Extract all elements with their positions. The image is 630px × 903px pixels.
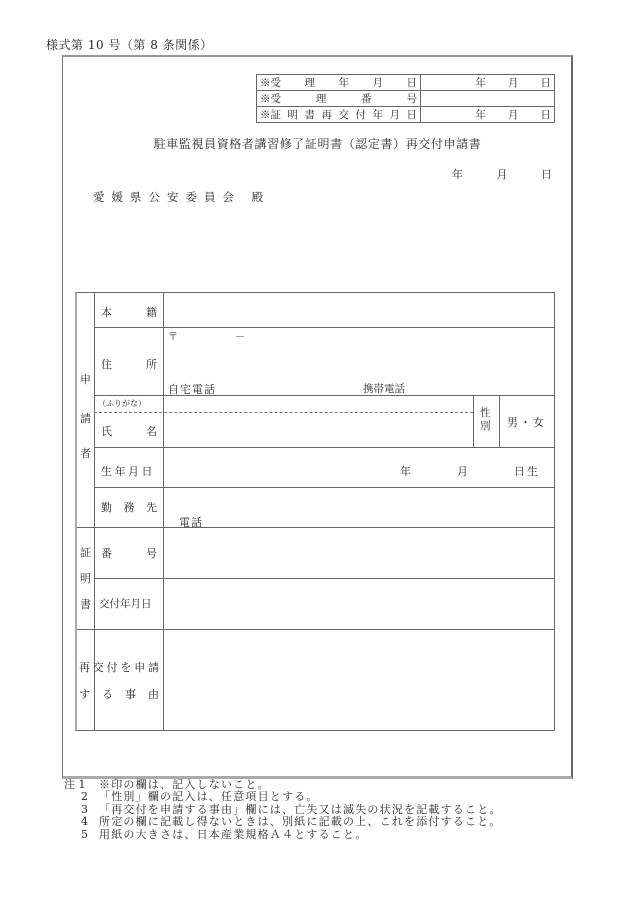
office-use-box xyxy=(256,74,555,123)
notes-list xyxy=(64,779,502,841)
receipt-date-field[interactable]: 年 月 日 xyxy=(475,77,551,89)
addressee: 愛媛県公安委員会 殿 xyxy=(93,190,271,204)
note-item: 注 1 ※印の欄は、記入しないこと。 xyxy=(64,778,270,791)
application-date-field[interactable]: 年 月 日 xyxy=(452,168,552,181)
workplace-label: 勤 務 先 xyxy=(101,501,157,514)
receipt-number-label: ※受 理 番 号 xyxy=(260,93,417,105)
furigana-field[interactable] xyxy=(164,396,473,412)
address-label: 住 所 xyxy=(101,358,157,371)
birthdate-field[interactable] xyxy=(164,448,555,487)
sex-divider-right xyxy=(499,395,500,447)
birth-day-unit: 日生 xyxy=(514,465,540,478)
name-field[interactable] xyxy=(164,413,473,447)
home-phone-label: 自宅電話 xyxy=(168,383,216,396)
note-item: 3 「再交付を申請する事由」欄には、亡失又は滅失の状況を記載すること。 xyxy=(81,802,502,816)
name-label: 氏 名 xyxy=(101,425,157,438)
note-item: 2 「性別」欄の記入は、任意項目とする。 xyxy=(81,790,319,804)
sex-label: 性 別 xyxy=(480,407,491,432)
certificate-group-label-1: 証 xyxy=(80,546,91,559)
honseki-label: 本 籍 xyxy=(101,306,157,319)
certificate-group-label-2: 明 xyxy=(80,572,91,585)
certificate-number-label: 番 号 xyxy=(101,547,157,560)
form-title: 駐車監視員資格者講習修了証明書（認定書）再交付申請書 xyxy=(153,137,482,151)
reissue-date-field[interactable]: 年 月 日 xyxy=(475,109,551,121)
receipt-number-row xyxy=(257,91,555,107)
address-field[interactable] xyxy=(164,328,555,395)
issue-date-field[interactable] xyxy=(164,579,555,629)
receipt-date-label: ※受 理 年 月 日 xyxy=(260,77,417,89)
applicant-group-label-3: 者 xyxy=(80,447,91,460)
reissue-date-label: ※証 明 書 再 交 付 年 月 日 xyxy=(260,109,417,121)
mobile-phone-label: 携帯電話 xyxy=(363,383,405,395)
receipt-number-field[interactable] xyxy=(421,91,555,107)
honseki-field[interactable] xyxy=(164,293,555,327)
applicant-group-label-2: 請 xyxy=(80,412,91,425)
certificate-number-field[interactable] xyxy=(164,528,555,578)
note-item: 5 用紙の大きさは、日本産業規格Ａ４とすること。 xyxy=(81,827,368,841)
sex-divider-left xyxy=(473,395,474,447)
birth-month-unit: 月 xyxy=(457,465,468,478)
postal-dash: － xyxy=(235,332,245,343)
reason-label-line2: す る 事 由 xyxy=(79,688,159,701)
furigana-label: （ふりがな） xyxy=(98,399,146,408)
work-phone-label: 電話 xyxy=(179,516,203,529)
reason-field[interactable] xyxy=(164,630,555,730)
form-code: 様式第 10 号（第 8 条関係） xyxy=(46,38,213,52)
birthdate-label: 生年月日 xyxy=(101,465,155,478)
applicant-group-label-1: 申 xyxy=(80,373,91,386)
sex-options[interactable]: 男・女 xyxy=(507,416,546,429)
reason-label-line1: 再 交 付 を 申 請 xyxy=(79,661,159,674)
reissue-date-row xyxy=(257,107,555,123)
receipt-date-row xyxy=(257,75,555,91)
birth-year-unit: 年 xyxy=(400,465,411,478)
workplace-field[interactable] xyxy=(164,488,555,527)
certificate-group-label-3: 書 xyxy=(80,598,91,611)
application-table xyxy=(75,292,555,731)
note-item: 4 所定の欄に記載し得ないときは、別紙に記載の上、これを添付すること。 xyxy=(81,815,502,829)
issue-date-label: 交付年月日 xyxy=(99,598,152,610)
postal-mark: 〒 xyxy=(168,332,178,343)
